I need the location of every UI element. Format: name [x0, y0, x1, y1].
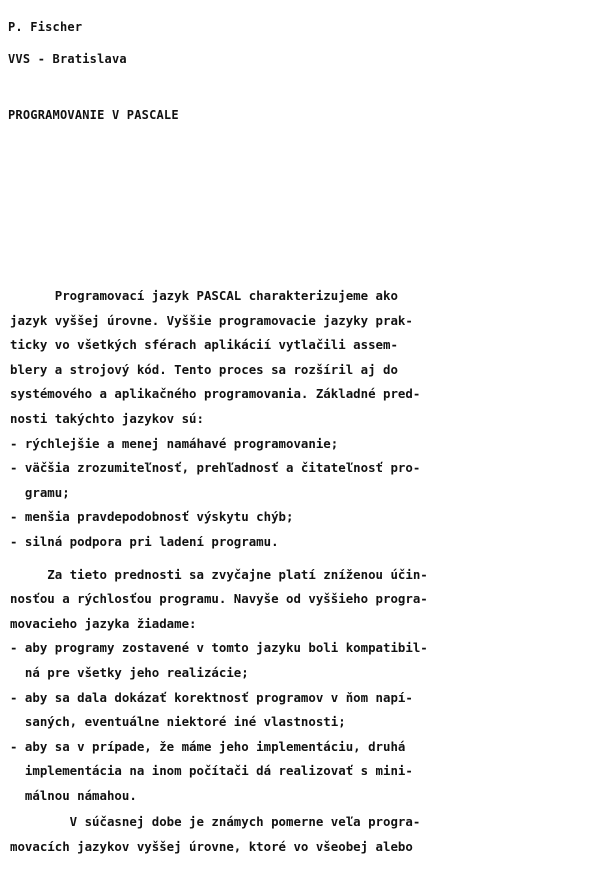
author-name: P. Fischer: [8, 20, 83, 34]
text-line: V súčasnej dobe je známych pomerne veľa progra-: [10, 814, 421, 830]
text-line: - silná podpora pri ladení programu.: [10, 533, 279, 549]
text-line: nosti takýchto jazykov sú:: [10, 410, 204, 426]
text-line: - menšia pravdepodobnosť výskytu chýb;: [10, 509, 294, 525]
document-title: PROGRAMOVANIE V PASCALE: [8, 108, 179, 122]
text-line: - väčšia zrozumiteľnosť, prehľadnosť a čitateľnosť pro-: [10, 460, 421, 476]
text-line: Za tieto prednosti sa zvyčajne platí zníženou účin-: [10, 566, 428, 582]
text-line: gramu;: [10, 484, 70, 500]
text-line: nosťou a rýchlosťou programu. Navyše od vyššieho progra-: [10, 591, 428, 607]
text-line: - rýchlejšie a menej namáhavé programovanie;: [10, 435, 339, 451]
text-line: implementácia na inom počítači dá realizovať s mini-: [10, 763, 413, 779]
text-line: jazyk vyššej úrovne. Vyššie programovacie jazyky prak-: [10, 312, 413, 328]
text-line: - aby programy zostavené v tomto jazyku boli kompatibil-: [10, 640, 428, 656]
text-line: blery a strojový kód. Tento proces sa rozšíril aj do: [10, 361, 398, 377]
text-line: systémového a aplikačného programovania. Základné pred-: [10, 386, 421, 402]
text-line: saných, eventuálne niektoré iné vlastnosti;: [10, 714, 346, 730]
text-line: movacieho jazyka žiadame:: [10, 615, 197, 631]
text-line: málnou námahou.: [10, 787, 137, 803]
institution-name: VVS - Bratislava: [8, 52, 127, 66]
text-line: ná pre všetky jeho realizácie;: [10, 664, 249, 680]
text-line: - aby sa dala dokázať korektnosť programov v ňom napí-: [10, 689, 413, 705]
text-line: movacích jazykov vyššej úrovne, ktoré vo všeobej alebo: [10, 839, 413, 855]
text-line: Programovací jazyk PASCAL charakterizujeme ako: [10, 288, 398, 303]
body-text: [10, 284, 586, 860]
text-line: ticky vo všetkých sférach aplikácií vytlačili assem-: [10, 337, 398, 353]
text-line: - aby sa v prípade, že máme jeho implementáciu, druhá: [10, 738, 406, 754]
